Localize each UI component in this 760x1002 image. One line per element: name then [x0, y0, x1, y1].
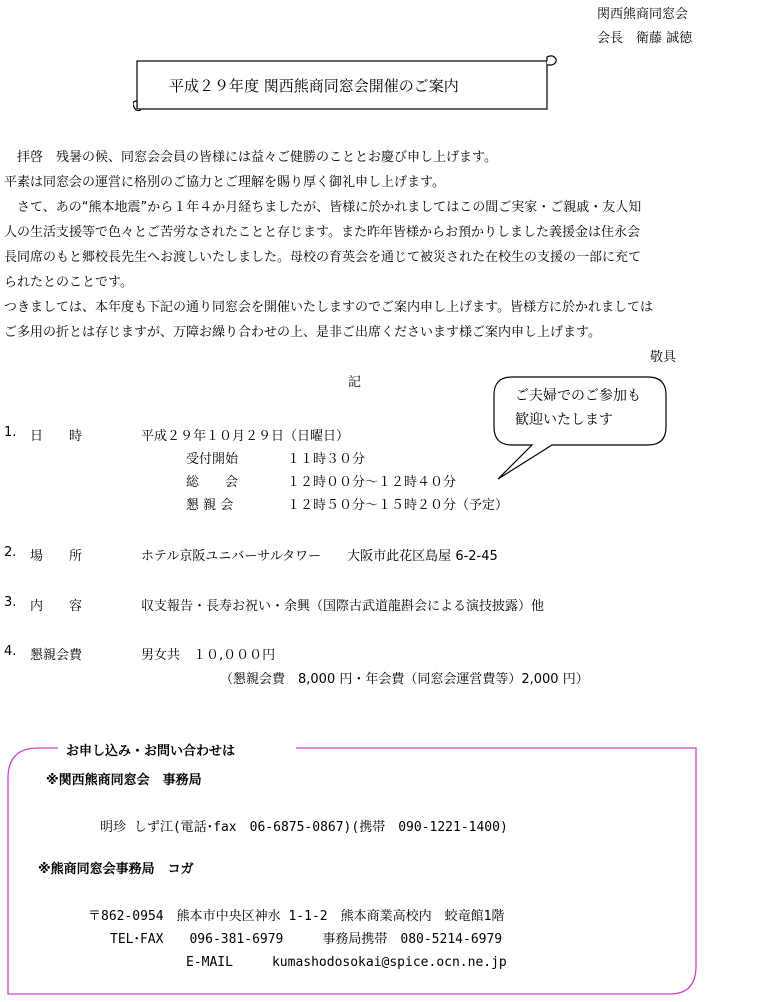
- schedule-label-general-meeting: 総 会: [186, 475, 239, 490]
- item-fee-number: 4.: [4, 644, 17, 659]
- item-place-value: ホテル京阪ユニバーサルタワー 大阪市此花区島屋 6-2-45: [141, 549, 498, 564]
- schedule-label-reception-party: 懇 親 会: [186, 498, 234, 513]
- letter-line-3: さて、あの“熊本地震”から１年４か月経ちましたが、皆様に於かれましてはこの間ご実家・ご親戚・友人知: [4, 200, 642, 215]
- item-date-number: 1.: [4, 425, 17, 440]
- letter-line-4: 人の生活支援等で色々とご苦労なされたことと存じます。また昨年皆様からお預かりしました義援金は住永会: [4, 225, 640, 240]
- schedule-value-reception-party: １２時５０分～１５時２０分（予定）: [287, 498, 509, 513]
- letter-line-5: 長同席のもと郷校長先生へお渡しいたしました。母校の育英会を通じて被災された在校生の支援の一部に充て: [4, 250, 642, 265]
- letter-line-1: 拝啓 残暑の候、同窓会会員の皆様には益々ご健勝のこととお慶び申し上げます。: [4, 150, 497, 165]
- letter-line-2: 平素は同窓会の運営に格別のご協力とご理解を賜り厚く御礼申し上げます。: [4, 175, 445, 190]
- contact-office-kansai: ※関西熊商同窓会 事務局: [46, 773, 202, 788]
- page-title: 平成２９年度 関西熊商同窓会開催のご案内: [169, 77, 459, 95]
- item-content-number: 3.: [4, 595, 17, 610]
- item-content-label: 内 容: [30, 599, 83, 614]
- bubble-line-2: 歓迎いたします: [515, 412, 613, 428]
- letter-line-7: つきましては、本年度も下記の通り同窓会を開催いたしますのでご案内申し上げます。皆様方に於かれましては: [4, 300, 653, 315]
- letter-ki: 記: [348, 375, 362, 390]
- sender-org: 関西熊商同窓会: [597, 7, 689, 22]
- letter-line-8: ご多用の折とは存じますが、万障お繰り合わせの上、是非ご出席くださいます様ご案内申し上げます。: [4, 325, 601, 340]
- schedule-value-reception: １１時３０分: [287, 452, 366, 467]
- contact-office-kumasho: ※熊商同窓会事務局 コガ: [38, 862, 194, 877]
- schedule-value-general-meeting: １２時００分～１２時４０分: [287, 475, 457, 490]
- schedule-label-reception: 受付開始: [186, 452, 239, 467]
- contact-person-phone: 明珍 しず江(電話･fax 06-6875-0867)(携帯 090-1221-1400): [100, 820, 508, 835]
- contact-email: E-MAIL kumashodosokai@spice.ocn.ne.jp: [186, 955, 507, 970]
- contact-heading: お申し込み・お問い合わせは: [66, 744, 236, 759]
- item-date-label: 日 時: [30, 429, 83, 444]
- item-place-number: 2.: [4, 545, 17, 560]
- title-banner: [133, 55, 558, 113]
- bubble-line-1: ご夫婦でのご参加も: [515, 388, 641, 404]
- contact-address: 〒862-0954 熊本市中央区神水 1-1-2 熊本商業高校内 蛟竜館1階: [88, 909, 505, 924]
- item-date-value: 平成２９年１０月２９日（日曜日）: [141, 429, 350, 444]
- item-fee-breakdown: （懇親会費 8,000 円・年会費（同窓会運営費等）2,000 円）: [220, 672, 589, 687]
- letter-closing: 敬具: [650, 350, 677, 365]
- item-content-value: 収支報告・長寿お祝い・余興（国際古武道龍斟会による演技披露）他: [141, 599, 545, 614]
- contact-telfax: TEL･FAX 096-381-6979 事務局携帯 080-5214-6979: [110, 932, 503, 947]
- sender-president: 会長 衛藤 誠徳: [597, 31, 693, 46]
- item-fee-value: 男女共 １０,０００円: [141, 648, 276, 663]
- letter-line-6: られたとのことです。: [4, 275, 133, 290]
- item-fee-label: 懇親会費: [30, 648, 83, 663]
- item-place-label: 場 所: [30, 549, 83, 564]
